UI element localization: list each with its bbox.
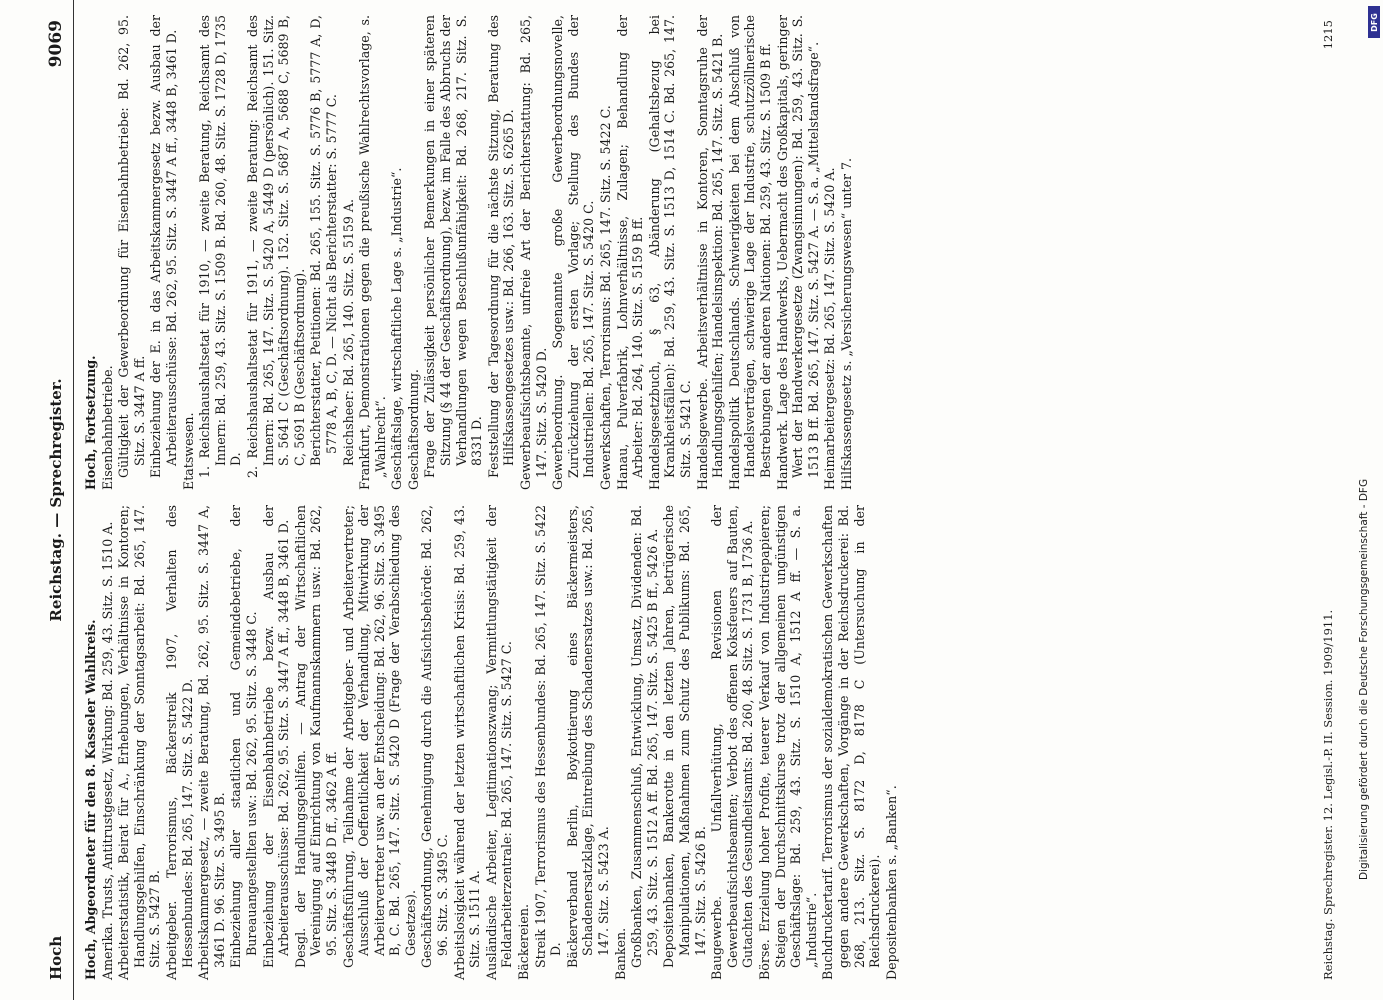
rotated-page-content <box>45 0 1345 1000</box>
register-entry: Ausländische Arbeiter, Legitimationszwang; Vermittlungstätigkeit der Feldarbeiterzentrale: Bd. 265, 147. Sitz. S. 5427 C. <box>483 505 515 980</box>
register-entry: Depositenbanken, Bankerotte in den letzten Jahren, betrügerische Manipulationen, Maßnahmen zum Schutz des Publikums: Bd. 265, 147. Sitz. S. 5426 B. <box>661 505 708 968</box>
register-entry: Arbeitskammergesetz, — zweite Beratung, Bd. 262, 95. Sitz. S. 3447 A, 3461 D. 96. Sitz. S. 3495 B. <box>196 505 227 980</box>
register-entry: Reichsheer: Bd. 265, 140. Sitz. S. 5159 A. <box>340 199 356 466</box>
register-entry: Bäckereien. <box>516 904 532 980</box>
running-head-page-number: 9069 <box>46 20 66 68</box>
running-head-title: Reichstag. — Sprechregister. <box>47 378 65 622</box>
register-entry: Einbeziehung aller staatlichen und Gemeindebetriebe, der Bureauangestellten usw.: Bd. 262, 95. Sitz. S. 3448 C. <box>228 505 259 968</box>
register-entry: Frankfurt, Demonstrationen gegen die preußische Wahlrechtsvorlage, s. „Wahlrecht“. <box>357 15 388 490</box>
footer-page-number: 1215 <box>1321 20 1336 50</box>
register-entry: Einbeziehung der E. in das Arbeitskammergesetz bezw. Ausbau der Arbeiterausschüsse: Bd. 262, 95. Sitz. S. 3447 A ff., 3448 B, 3461 D. <box>148 15 179 478</box>
register-entry: Großbanken, Zusammenschluß, Entwicklung, Umsatz, Dividenden: Bd. 259, 43. Sitz. S. 1512 A ff. Bd. 265, 147. Sitz. S. 5425 B ff., 5426 A. <box>629 505 660 968</box>
dfg-logo-text: DFG <box>1369 12 1379 32</box>
register-entry: Depositenbanken s. „Banken“. <box>883 785 899 980</box>
right-column <box>83 15 856 490</box>
register-entry: Frage der Zulässigkeit persönlicher Bemerkungen in einer späteren Sitzung (§ 44 der Geschäftsordnung), bezw. im Falle des Abbruchs der Verhandlungen wegen Beschlußunfähigkeit: Bd. 268, 217. Sitz. S. 8331 D. <box>422 15 485 478</box>
register-entry: Handwerk. Lage des Handwerks, Uebermacht des Großkapitals, geringer Wert der Handwerkergesetze (Zwangsinnungen): Bd. 259, 43. Sitz. S. 1513 B ff. Bd. 265, 147. Sitz. S. 5427 A. — S. a. „Mittelstandsfrage“. <box>774 15 821 490</box>
register-entry: Gewerkschaften, Terrorismus: Bd. 265, 147. Sitz. S. 5422 C. <box>598 105 613 490</box>
register-entry: 1. Reichshaushaltsetat für 1910, — zweite Beratung, Reichsamt des Innern: Bd. 259, 43. Sitz. S. 1509 B. Bd. 260, 48. Sitz. S. 1728 D, 1735 D. <box>197 15 244 478</box>
register-entry: Buchdruckertarif. Terrorismus der sozialdemokratischen Gewerkschaften gegen andere Gewerkschaften, Vorgänge in der Reichsdruckerei: Bd. 268, 213. Sitz. S. 8172 D, 8178 C (Untersuchung in der Reichsdruckerei). <box>820 505 883 980</box>
register-entry: Arbeiterstatistik, Beirat für A., Erhebungen, Verhältnisse in Kontoren; Handlungsgehilfen, Einschränkung der Sonntagsarbeit: Bd. 265, 147. Sitz. S. 5427 B. <box>116 505 163 980</box>
register-entry: Eisenbahnbetriebe. <box>99 365 115 490</box>
register-entry: Streik 1907, Terrorismus des Hessenbundes: Bd. 265, 147. Sitz. S. 5422 D. <box>532 505 564 968</box>
register-entry: Baugewerbe. Unfallverhütung, Revisionen der Gewerbeaufsichtsbeamten; Verbot des offenen Koksfeuers auf Bauten, Gutachten des Gesundheitsamts: Bd. 260, 48. Sitz. S. 1731 B, 1736 A. <box>709 505 756 980</box>
register-entry: Gültigkeit der Gewerbeordnung für Eisenbahnbetriebe: Bd. 262, 95. Sitz. S. 3447 A ff. <box>116 15 147 478</box>
register-entry: Heimarbeitergesetz: Bd. 265, 147. Sitz. S. 5420 A. <box>822 167 838 490</box>
running-head <box>46 0 74 1000</box>
dfg-logo-icon <box>1368 6 1380 38</box>
register-entry: Desgl. der Handlungsgehilfen. — Antrag der Wirtschaftlichen Vereinigung auf Einrichtung von Kaufmannskammern usw.: Bd. 262, 95. Sitz. S. 3448 D ff., 3462 A ff. <box>292 505 339 968</box>
register-entry: Einbeziehung der Eisenbahnbetriebe bezw. Ausbau der Arbeiterausschüsse: Bd. 262, 95. Sitz. S. 3447 A ff., 3448 B, 3461 D. <box>260 505 292 968</box>
register-entry: Amerika. Trusts, Antitrustgesetz, Wirkung: Bd. 259, 43. Sitz. S. 1510 A. <box>99 521 115 980</box>
digitization-banner <box>1348 0 1383 1000</box>
register-entry: Hilfskassengesetz s. „Versicherungswesen“ unter 7. <box>838 158 854 490</box>
register-entry: Geschäftsführung, Teilnahme der Arbeitgeber- und Arbeitervertreter; Ausschluß der Oeffentlichkeit der Verhandlung, Mitwirkung der Arbeitervertreter usw. an der Entscheidung: Bd. 262, 96. Sitz. S. 3495 B, C. Bd. 265, 147. Sitz. S. 5420 D (Frage der Verabschiedung des Gesetzes). <box>340 505 418 968</box>
register-entry: Handelsgesetzbuch, § 63, Abänderung (Gehaltsbezug bei Krankheitsfällen): Bd. 259, 43. Sitz. S. 1513 D, 1514 C. Bd. 265, 147. Sitz. S. 5421 C. <box>646 15 693 490</box>
register-entry: Börse. Erzielung hoher Profite, teuerer Verkauf von Industriepapieren; Steigen der Durchschnittskurse trotz der allgemeinen ungünstigen Geschäftslage: Bd. 259, 43. Sitz. S. 1510 A, 1512 A ff. — S. a. „Industrie“. <box>756 505 819 980</box>
register-entry: Hoch, Fortsetzung. <box>83 355 98 490</box>
register-entry: Handelspolitik Deutschlands. Schwierigkeiten bei dem Abschluß von Handelsverträgen, schwierige Lage der Industrie, schutzzöllnerische Bestrebungen der anderen Nationen: Bd. 259, 43. Sitz. S. 1509 B ff. <box>726 15 773 490</box>
register-entry: Arbeitslosigkeit während der letzten wirtschaftlichen Krisis: Bd. 259, 43. Sitz. S. 1511 A. <box>451 505 483 980</box>
register-entry: Geschäftslage, wirtschaftliche Lage s. „Industrie“. <box>389 167 405 490</box>
register-entry: Hanau, Pulverfabrik, Lohnverhältnisse, Zulagen; Behandlung der Arbeiter: Bd. 264, 140. Sitz. S. 5159 B ff. <box>614 15 646 490</box>
digitization-credit: Digitalisierung gefördert durch die Deutsche Forschungsgemeinschaft - DFG <box>1358 478 1370 880</box>
register-entry: Handelsgewerbe. Arbeitsverhältnisse in Kontoren, Sonntagsruhe der Handlungsgehilfen; Handelsinspektion: Bd. 265, 147. Sitz. S. 5421 B. <box>694 15 726 490</box>
footer-source: Reichstag. Sprechregister. 12. Legisl.-P. II. Session. 1909/1911. <box>1321 609 1336 980</box>
register-entry: Gewerbeaufsichtsbeamte, unfreie Art der Berichterstattung: Bd. 265, 147. Sitz. S. 5420 D. <box>518 15 549 490</box>
register-entry: Hoch, Abgeordneter für den 8. Kasseler Wahlkreis. <box>83 619 98 980</box>
register-entry: Arbeitgeber. Terrorismus, Bäckerstreik 1907, Verhalten des Hessenbundes: Bd. 265, 147. Sitz. S. 5422 D. <box>163 505 195 980</box>
register-entry: Geschäftsordnung, Genehmigung durch die Aufsichtsbehörde: Bd. 262, 96. Sitz. S. 3495 C. <box>419 505 451 968</box>
register-entry: Geschäftsordnung. <box>405 369 421 490</box>
register-entry: Etatswesen. <box>180 412 196 490</box>
register-entry: Banken. <box>612 927 628 980</box>
register-entry: 2. Reichshaushaltsetat für 1911, — zweite Beratung: Reichsamt des Innern: Bd. 265, 147. Sitz. S. 5420 A, 5449 D (persönlich). 151. Sitz. S. 5641 C (Geschäftsordnung). 152. Sitz. S. 5687 A, 5688 C, 5689 B, C, 5691 B (Geschäftsordnung). <box>244 15 307 478</box>
register-entry: Gewerbeordnung. Sogenannte große Gewerbeordnungsnovelle, Zurückziehung der ersten Vorlage; Stellung des Bundes der Industriellen: Bd. 265, 147. Sitz. S. 5420 C. <box>550 15 597 490</box>
register-entry: Berichterstatter, Petitionen: Bd. 265, 155. Sitz. S. 5776 B, 5777 A, D, 5778 A, B, C, D. — Nicht als Berichterstatter: S. 5777 C. <box>308 15 339 466</box>
register-entry: Feststellung der Tagesordnung für die nächste Sitzung, Beratung des Hilfskassengesetzes usw.: Bd. 266, 163. Sitz. S. 6265 D. <box>485 15 517 478</box>
running-head-left: Hoch <box>47 935 65 980</box>
left-column <box>83 505 900 980</box>
register-entry: Bäckerverband Berlin, Boykottierung eines Bäckermeisters, Schadenersatzklage, Eintreibung des Schadenersatzes usw.: Bd. 265, 147. Sitz. S. 5423 A. <box>564 505 611 968</box>
